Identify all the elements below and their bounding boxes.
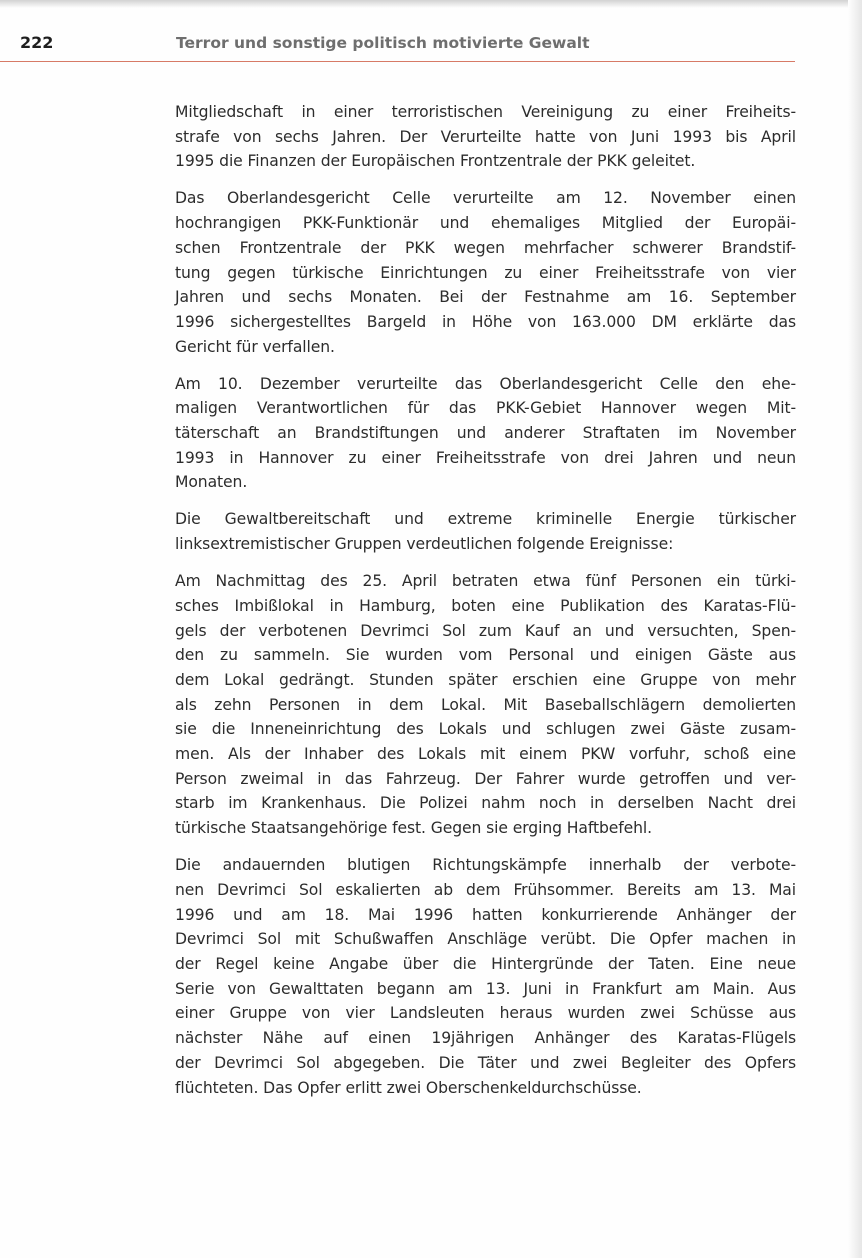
text-line: täterschaft an Brandstiftungen und anderer Straftaten im November	[175, 424, 796, 443]
text-line: gels der verbotenen Devrimci Sol zum Kauf an und versuchten, Spen-	[175, 621, 796, 640]
text-line: Monaten.	[175, 473, 248, 492]
paragraph	[175, 569, 796, 841]
text-line: maligen Verantwortlichen für das PKK-Gebiet Hannover wegen Mit-	[175, 399, 796, 418]
text-line: Das Oberlandesgericht Celle verurteilte am 12. November einen	[175, 189, 796, 208]
text-line: dem Lokal gedrängt. Stunden später erschien eine Gruppe von mehr	[175, 670, 796, 689]
text-line: starb im Krankenhaus. Die Polizei nahm noch in derselben Nacht drei	[175, 794, 796, 813]
text-line: Am Nachmittag des 25. April betraten etwa fünf Personen ein türki-	[175, 572, 796, 591]
text-line: sches Imbißlokal in Hamburg, boten eine Publikation des Karatas-Flü-	[175, 596, 796, 615]
paragraph	[175, 853, 796, 1100]
header-rule	[0, 61, 795, 62]
text-line: Person zweimal in das Fahrzeug. Der Fahrer wurde getroffen und ver-	[175, 769, 796, 788]
text-line: linksextremistischer Gruppen verdeutlichen folgende Ereignisse:	[175, 535, 674, 554]
paragraph	[175, 372, 796, 496]
paragraph	[175, 186, 796, 359]
text-line: nächster Nähe auf einen 19jährigen Anhänger des Karatas-Flügels	[175, 1029, 796, 1048]
text-line: Am 10. Dezember verurteilte das Oberlandesgericht Celle den ehe-	[175, 374, 796, 393]
page-number: 222	[20, 33, 54, 52]
text-line: nen Devrimci Sol eskalierten ab dem Frühsommer. Bereits am 13. Mai	[175, 880, 796, 899]
text-line: Mitgliedschaft in einer terroristischen Vereinigung zu einer Freiheits-	[175, 103, 796, 121]
body-text	[175, 100, 796, 1113]
text-line: der Devrimci Sol abgegeben. Die Täter und zwei Begleiter des Opfers	[175, 1053, 796, 1072]
text-line: der Regel keine Angabe über die Hintergründe der Taten. Eine neue	[175, 954, 796, 973]
text-line: Serie von Gewalttaten begann am 13. Juni in Frankfurt am Main. Aus	[175, 979, 796, 998]
text-line: tung gegen türkische Einrichtungen zu einer Freiheitsstrafe von vier	[175, 263, 796, 282]
text-line: einer Gruppe von vier Landsleuten heraus wurden zwei Schüsse aus	[175, 1004, 796, 1023]
text-line: Gericht für verfallen.	[175, 337, 335, 356]
text-line: 1996 sichergestelltes Bargeld in Höhe von 163.000 DM erklärte das	[175, 312, 796, 331]
text-line: Devrimci Sol mit Schußwaffen Anschläge verübt. Die Opfer machen in	[175, 930, 796, 949]
text-line: als zehn Personen in dem Lokal. Mit Baseballschlägern demolierten	[175, 695, 796, 714]
paragraph	[175, 507, 796, 556]
paragraph	[175, 100, 796, 174]
text-line: 1996 und am 18. Mai 1996 hatten konkurrierende Anhänger der	[175, 905, 796, 924]
page-top-shadow	[0, 0, 862, 8]
page-right-edge	[848, 0, 862, 1258]
text-line: Jahren und sechs Monaten. Bei der Festnahme am 16. September	[175, 288, 796, 307]
text-line: strafe von sechs Jahren. Der Verurteilte hatte von Juni 1993 bis April	[175, 127, 796, 146]
text-line: 1995 die Finanzen der Europäischen Frontzentrale der PKK geleitet.	[175, 152, 696, 171]
text-line: hochrangigen PKK-Funktionär und ehemaliges Mitglied der Europäi-	[175, 214, 796, 233]
text-line: den zu sammeln. Sie wurden vom Personal und einigen Gäste aus	[175, 646, 796, 665]
text-line: türkische Staatsangehörige fest. Gegen sie erging Haftbefehl.	[175, 819, 653, 838]
text-line: 1993 in Hannover zu einer Freiheitsstrafe von drei Jahren und neun	[175, 448, 796, 467]
text-line: flüchteten. Das Opfer erlitt zwei Oberschenkeldurchschüsse.	[175, 1078, 642, 1097]
text-line: sie die Inneneinrichtung des Lokals und schlugen zwei Gäste zusam-	[175, 720, 796, 739]
page-header	[0, 32, 800, 62]
text-line: schen Frontzentrale der PKK wegen mehrfacher schwerer Brandstif-	[175, 238, 796, 257]
running-head: Terror und sonstige politisch motivierte Gewalt	[176, 34, 590, 52]
text-line: men. Als der Inhaber des Lokals mit einem PKW vorfuhr, schoß eine	[175, 745, 796, 764]
text-line: Die Gewaltbereitschaft und extreme kriminelle Energie türkischer	[175, 510, 796, 529]
text-line: Die andauernden blutigen Richtungskämpfe innerhalb der verbote-	[175, 856, 796, 875]
